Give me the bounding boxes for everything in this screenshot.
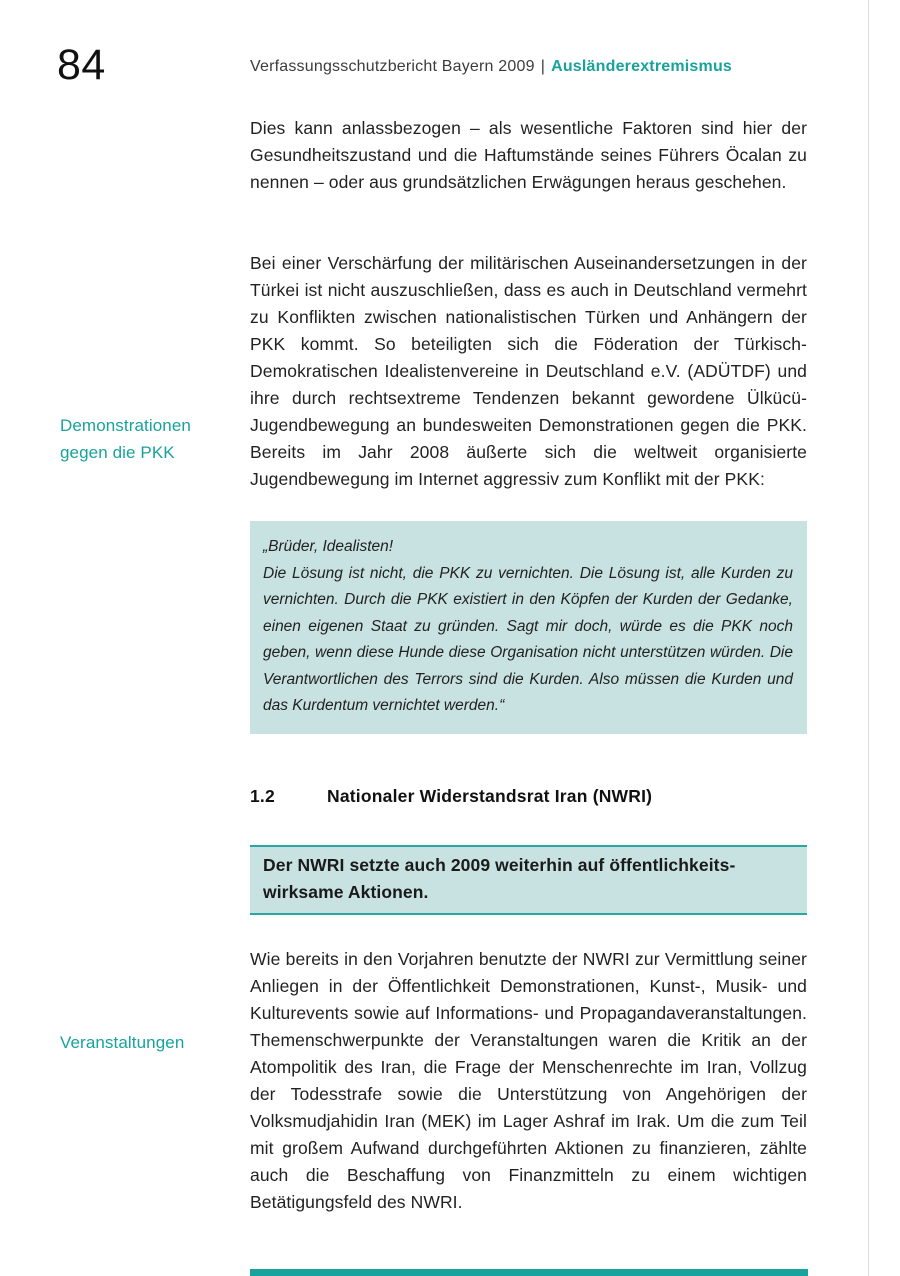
margin-note-demonstrationen: Demonstrationen gegen die PKK xyxy=(60,416,191,462)
running-header xyxy=(250,57,732,77)
page-number: 84 xyxy=(57,41,106,89)
running-header-separator: | xyxy=(540,58,546,75)
section-heading-number: 1.2 xyxy=(250,786,275,806)
running-header-section: Ausländerextremismus xyxy=(551,58,733,75)
quote-salutation: „Brüder, Idealisten! xyxy=(263,538,394,555)
paragraph-pkk-conflict: Bei einer Verschärfung der militärischen Auseinandersetzungen in der Türkei ist nicht auszuschließen, dass es auch in Deutschland vermehrt zu Konflikten zwischen nationalistischen Türken und Anhängern der PKK kommt. So beteiligten sich die Föderation der Türkisch-Demokratischen Idealistenvereine in Deutschland e.V. (ADÜTDF) und ihre durch rechtsextreme Tendenzen bekannt gewordene Ülkücü-Jugendbewegung an bundesweiten Demonstrationen gegen die PKK. Bereits im Jahr 2008 äußerte sich die weltweit organisierte Jugendbewegung im Internet aggressiv zum Konflikt mit der PKK: xyxy=(250,253,807,489)
bottom-teal-rule xyxy=(250,1269,808,1276)
statement-line-1: Der NWRI setzte auch 2009 weiterhin auf öffentlichkeits- xyxy=(263,855,736,875)
statement-line-2: wirksame Aktionen. xyxy=(263,882,429,902)
section-heading-title: Nationaler Widerstandsrat Iran (NWRI) xyxy=(327,786,653,806)
running-header-title: Verfassungsschutzbericht Bayern 2009 xyxy=(250,58,535,75)
quote-body: Die Lösung ist nicht, die PKK zu vernichten. Die Lösung ist, alle Kurden zu vernichten. Durch die PKK existiert in den Köpfen der Kurden der Gedanke, einen eigenen Staat zu gründen. Sagt mir doch, würde es die PKK noch geben, wenn diese Hunde diese Organisation nicht unterstützen würden. Die Verantwortlichen des Terrors sind die Kurden. Also müssen die Kurden und das Kurdentum vernichtet werden.“ xyxy=(263,564,793,714)
page-edge-line xyxy=(868,0,869,1276)
paragraph-oecalan: Dies kann anlassbezogen – als wesentliche Faktoren sind hier der Gesundheitszustand und die Haftumstände seines Führers Öcalan zu nennen – oder aus grundsätzlichen Erwägungen heraus geschehen. xyxy=(250,118,807,192)
statement-box xyxy=(250,845,807,915)
margin-note-veranstaltungen: Veranstaltungen xyxy=(60,1033,185,1052)
paragraph-nwri-events: Wie bereits in den Vorjahren benutzte der NWRI zur Vermittlung seiner Anliegen in der Öffentlichkeit Demonstrationen, Kunst-, Musik- und Kulturevents sowie auf Informations- und Propagandaveranstaltungen. Themenschwerpunkte der Veranstaltungen waren die Kritik an der Atompolitik des Iran, die Frage der Menschenrechte im Iran, Vollzug der Todesstrafe sowie die Unterstützung von Angehörigen der Volksmudjahidin Iran (MEK) im Lager Ashraf im Irak. Um die zum Teil mit großem Aufwand durchgeführten Aktionen zu finanzieren, zählte auch die Beschaffung von Finanzmitteln zu einem wichtigen Betätigungsfeld des NWRI. xyxy=(250,949,807,1212)
section-heading xyxy=(250,786,807,807)
quote-box xyxy=(250,521,807,734)
